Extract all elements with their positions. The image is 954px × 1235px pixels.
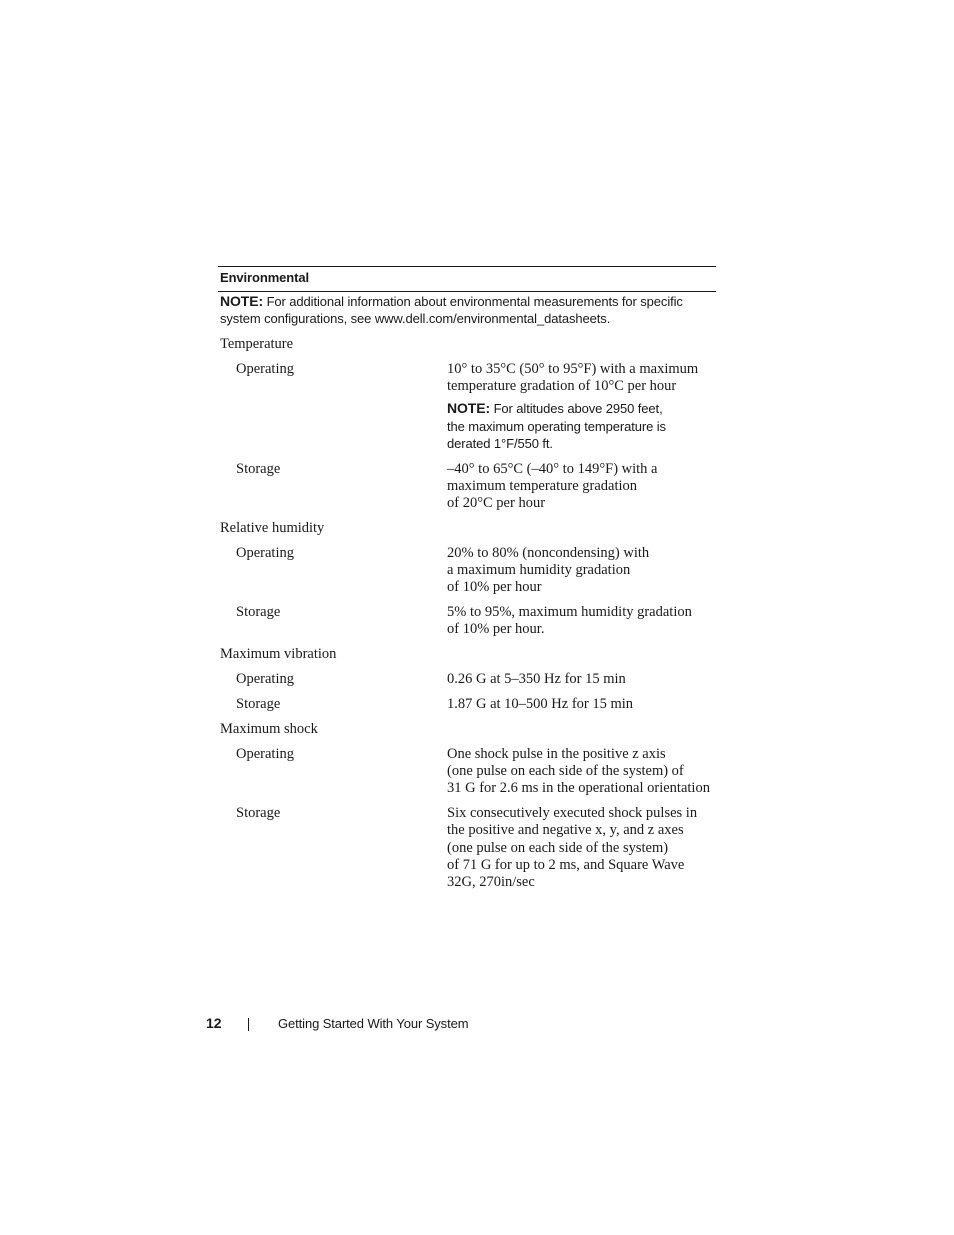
temperature-storage-line-3: of 20°C per hour [447,495,546,511]
vibration-storage-value: 1.87 G at 10–500 Hz for 15 min [447,696,634,712]
shock-storage-label: Storage [236,805,281,821]
shock-operating-line-1: One shock pulse in the positive z axis [447,746,666,762]
temperature-operating-note [447,400,666,453]
shock-operating-label: Operating [236,746,294,762]
humidity-operating-label: Operating [236,545,294,561]
shock-storage-line-4: of 71 G for up to 2 ms, and Square Wave [447,857,685,873]
humidity-storage-line-2: of 10% per hour. [447,621,545,637]
shock-storage-line-1: Six consecutively executed shock pulses in [447,805,698,821]
humidity-operating-line-2: a maximum humidity gradation [447,562,631,578]
note-end: . [606,311,611,326]
temperature-operating-line-1: 10° to 35°C (50° to 95°F) with a maximum [447,361,699,377]
page-number: 12 [206,1015,222,1031]
temperature-storage-line-2: maximum temperature gradation [447,478,638,494]
shock-storage-line-5: 32G, 270in/sec [447,874,535,890]
shock-operating-line-2: (one pulse on each side of the system) of [447,763,684,779]
operating-note-line-1: For altitudes above 2950 feet, [493,401,663,416]
humidity-label: Relative humidity [220,520,325,536]
table-top-rule [218,266,716,267]
datasheets-link[interactable]: www.dell.com/environmental_datasheets [374,311,607,326]
operating-note-line-3: derated 1°F/550 ft. [447,436,553,451]
temperature-label: Temperature [220,336,294,352]
note-label: NOTE: [220,293,264,309]
temperature-operating-line-2: temperature gradation of 10°C per hour [447,378,677,394]
shock-operating-line-3: 31 G for 2.6 ms in the operational orientation [447,780,710,796]
vibration-label: Maximum vibration [220,646,337,662]
footer-title: Getting Started With Your System [278,1016,469,1031]
shock-storage-line-3: (one pulse on each side of the system) [447,840,669,856]
shock-storage-line-2: the positive and negative x, y, and z axes [447,822,684,838]
humidity-storage-line-1: 5% to 95%, maximum humidity gradation [447,604,692,620]
vibration-operating-value: 0.26 G at 5–350 Hz for 15 min [447,671,626,687]
humidity-operating-line-3: of 10% per hour [447,579,542,595]
humidity-storage-label: Storage [236,604,281,620]
vibration-operating-label: Operating [236,671,294,687]
operating-note-line-2: the maximum operating temperature is [447,418,666,434]
table-title: Environmental [220,270,309,285]
vibration-storage-label: Storage [236,696,281,712]
footer-separator [248,1018,249,1031]
temperature-storage-line-1: –40° to 65°C (–40° to 149°F) with a [447,461,658,477]
table-header-rule [218,291,716,292]
operating-note-label: NOTE: [447,400,491,416]
temperature-storage-label: Storage [236,461,281,477]
temperature-operating-label: Operating [236,361,294,377]
shock-label: Maximum shock [220,721,318,737]
environmental-note [220,293,714,327]
note-text: For additional information about environmental measurements for specific system configurations, see [220,294,683,326]
humidity-operating-line-1: 20% to 80% (noncondensing) with [447,545,650,561]
